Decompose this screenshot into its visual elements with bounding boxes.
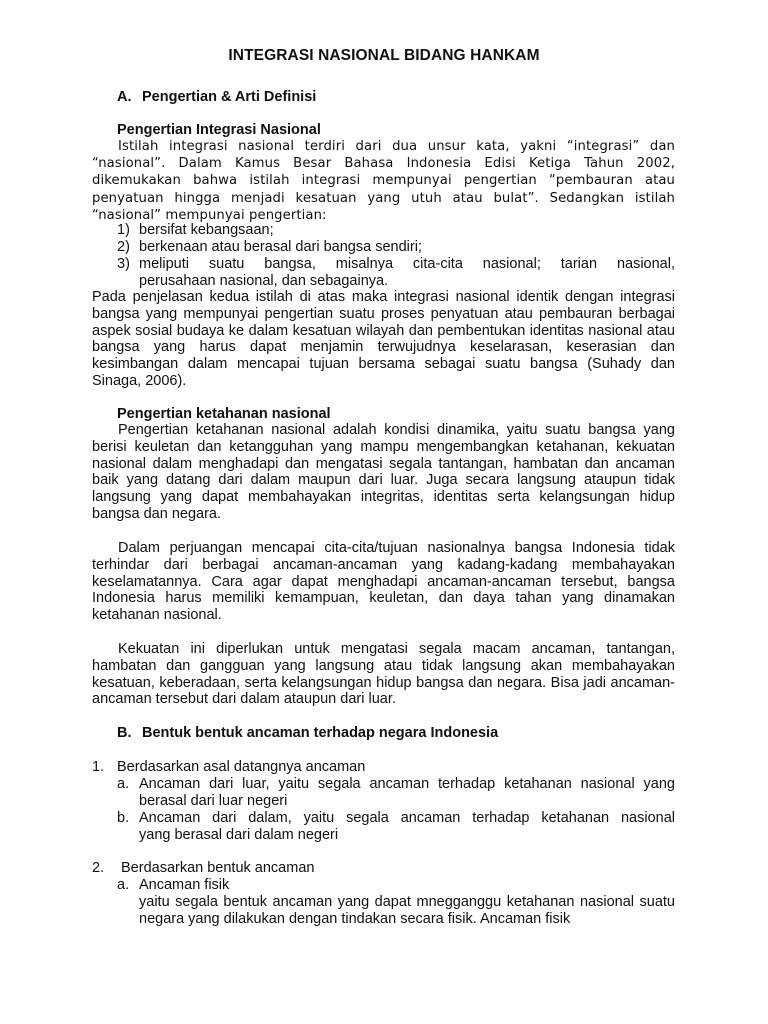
list-item-text: Ancaman dari luar, yaitu segala ancaman terhadap ketahanan nasional yang [139,776,675,792]
subheading-ketahanan: Pengertian ketahanan nasional [117,406,331,422]
section-a-heading [117,89,316,105]
list-group-label: Berdasarkan bentuk ancaman [121,860,315,876]
paragraph-integrasi [92,138,675,224]
list-item-continuation: perusahaan nasional, dan sebagainya. [139,273,389,289]
list-item-text: meliputi suatu bangsa, misalnya cita-cita nasional; tarian nasional, [139,256,675,272]
section-b-letter: B. [117,725,132,741]
list-item-continuation: yang berasal dari dalam negeri [139,827,339,843]
section-a-letter: A. [117,89,132,105]
section-b-title: Bentuk bentuk ancaman terhadap negara Indonesia [142,725,499,741]
list-item-continuation: berasal dari luar negeri [139,793,288,809]
list-group-number: 1. [92,759,105,775]
list-group-label: Berdasarkan asal datangnya ancaman [117,759,366,775]
paragraph-integrasi-text: Istilah integrasi nasional terdiri dari dua unsur kata, yakni “integrasi” dan “nasional”. Dalam Kamus Besar Bahasa Indonesia Edisi Ketiga Tahun 2002, dikemukakan bahwa istilah integrasi mempunyai pengertian “pembauran atau penyatuan hingga menjadi kesatuan yang utuh atau bulat”. Sedangkan istilah “nasional” mempunyai pengertian: [92,139,675,223]
list-group-number: 2. [92,860,105,876]
section-b-heading [117,725,498,741]
list-item-number: 3) [117,256,130,272]
list-item-letter: b. [117,810,130,826]
paragraph-kekuatan-text: Kekuatan ini diperlukan untuk mengatasi segala macam ancaman, tantangan, hambatan dan gangguan yang langsung atau tidak langsung akan membahayakan kesatuan, keberadaan, serta kelangsungan hidup bangsa dan negara. Bisa jadi ancaman-ancaman tersebut dari dalam ataupun dari luar. [92,641,675,708]
list-item-letter: a. [117,877,130,893]
section-a-title: Pengertian & Arti Definisi [142,89,317,105]
list-item-number: 2) [117,239,130,255]
document-title: INTEGRASI NASIONAL BIDANG HANKAM [228,47,540,64]
paragraph-perjuangan [92,540,675,624]
paragraph-ketahanan-text: Pengertian ketahanan nasional adalah kondisi dinamika, yaitu suatu bangsa yang berisi keuletan dan ketangguhan yang mampu mengembangkan ketahanan, kekuatan nasional dalam menghadapi dan mengatasi segala tantangan, hambatan dan ancaman baik yang datang dari dalam maupun dari luar. Juga secara langsung ataupun tidak langsung yang dapat membahayakan integritas, identitas serta kelangsungan hidup bangsa dan negara. [92,422,675,522]
paragraph-integrasi-bangsa: Pada penjelasan kedua istilah di atas maka integrasi nasional identik dengan integrasi bangsa yang mempunyai pengertian suatu proses penyatuan atau pembauran berbagai aspek sosial budaya ke dalam kesatuan wilayah dan pembentukan identitas nasional atau bangsa yang harus dapat menjamin terwujudnya keselarasan, keserasian dan kesimbangan dalam mencapai tujuan bersama sebagai suatu bangsa (Suhady dan Sinaga, 2006). [92,289,675,389]
list-item-letter: a. [117,776,130,792]
list-item-number: 1) [117,222,130,238]
list-item-text: berkenaan atau berasal dari bangsa sendiri; [139,239,422,255]
list-item-text: bersifat kebangsaan; [139,222,274,238]
paragraph-ketahanan [92,422,675,523]
list-item-text: Ancaman dari dalam, yaitu segala ancaman terhadap ketahanan nasional [139,810,675,826]
subheading-integrasi: Pengertian Integrasi Nasional [117,122,321,138]
paragraph-kekuatan [92,641,675,708]
paragraph-ancaman-fisik: yaitu segala bentuk ancaman yang dapat mnegganggu ketahanan nasional suatu negara yang dilakukan dengan tindakan secara fisik. Ancaman fisik [139,894,675,927]
paragraph-perjuangan-text: Dalam perjuangan mencapai cita-cita/tujuan nasionalnya bangsa Indonesia tidak terhindar dari berbagai ancaman-ancaman yang kadang-kadang membahayakan keselamatannya. Cara agar dapat menghadapi ancaman-ancaman tersebut, bangsa Indonesia harus memiliki kemampuan, keuletan, dan daya tahan yang dinamakan ketahanan nasional. [92,540,675,624]
list-item-text: Ancaman fisik [139,877,230,893]
